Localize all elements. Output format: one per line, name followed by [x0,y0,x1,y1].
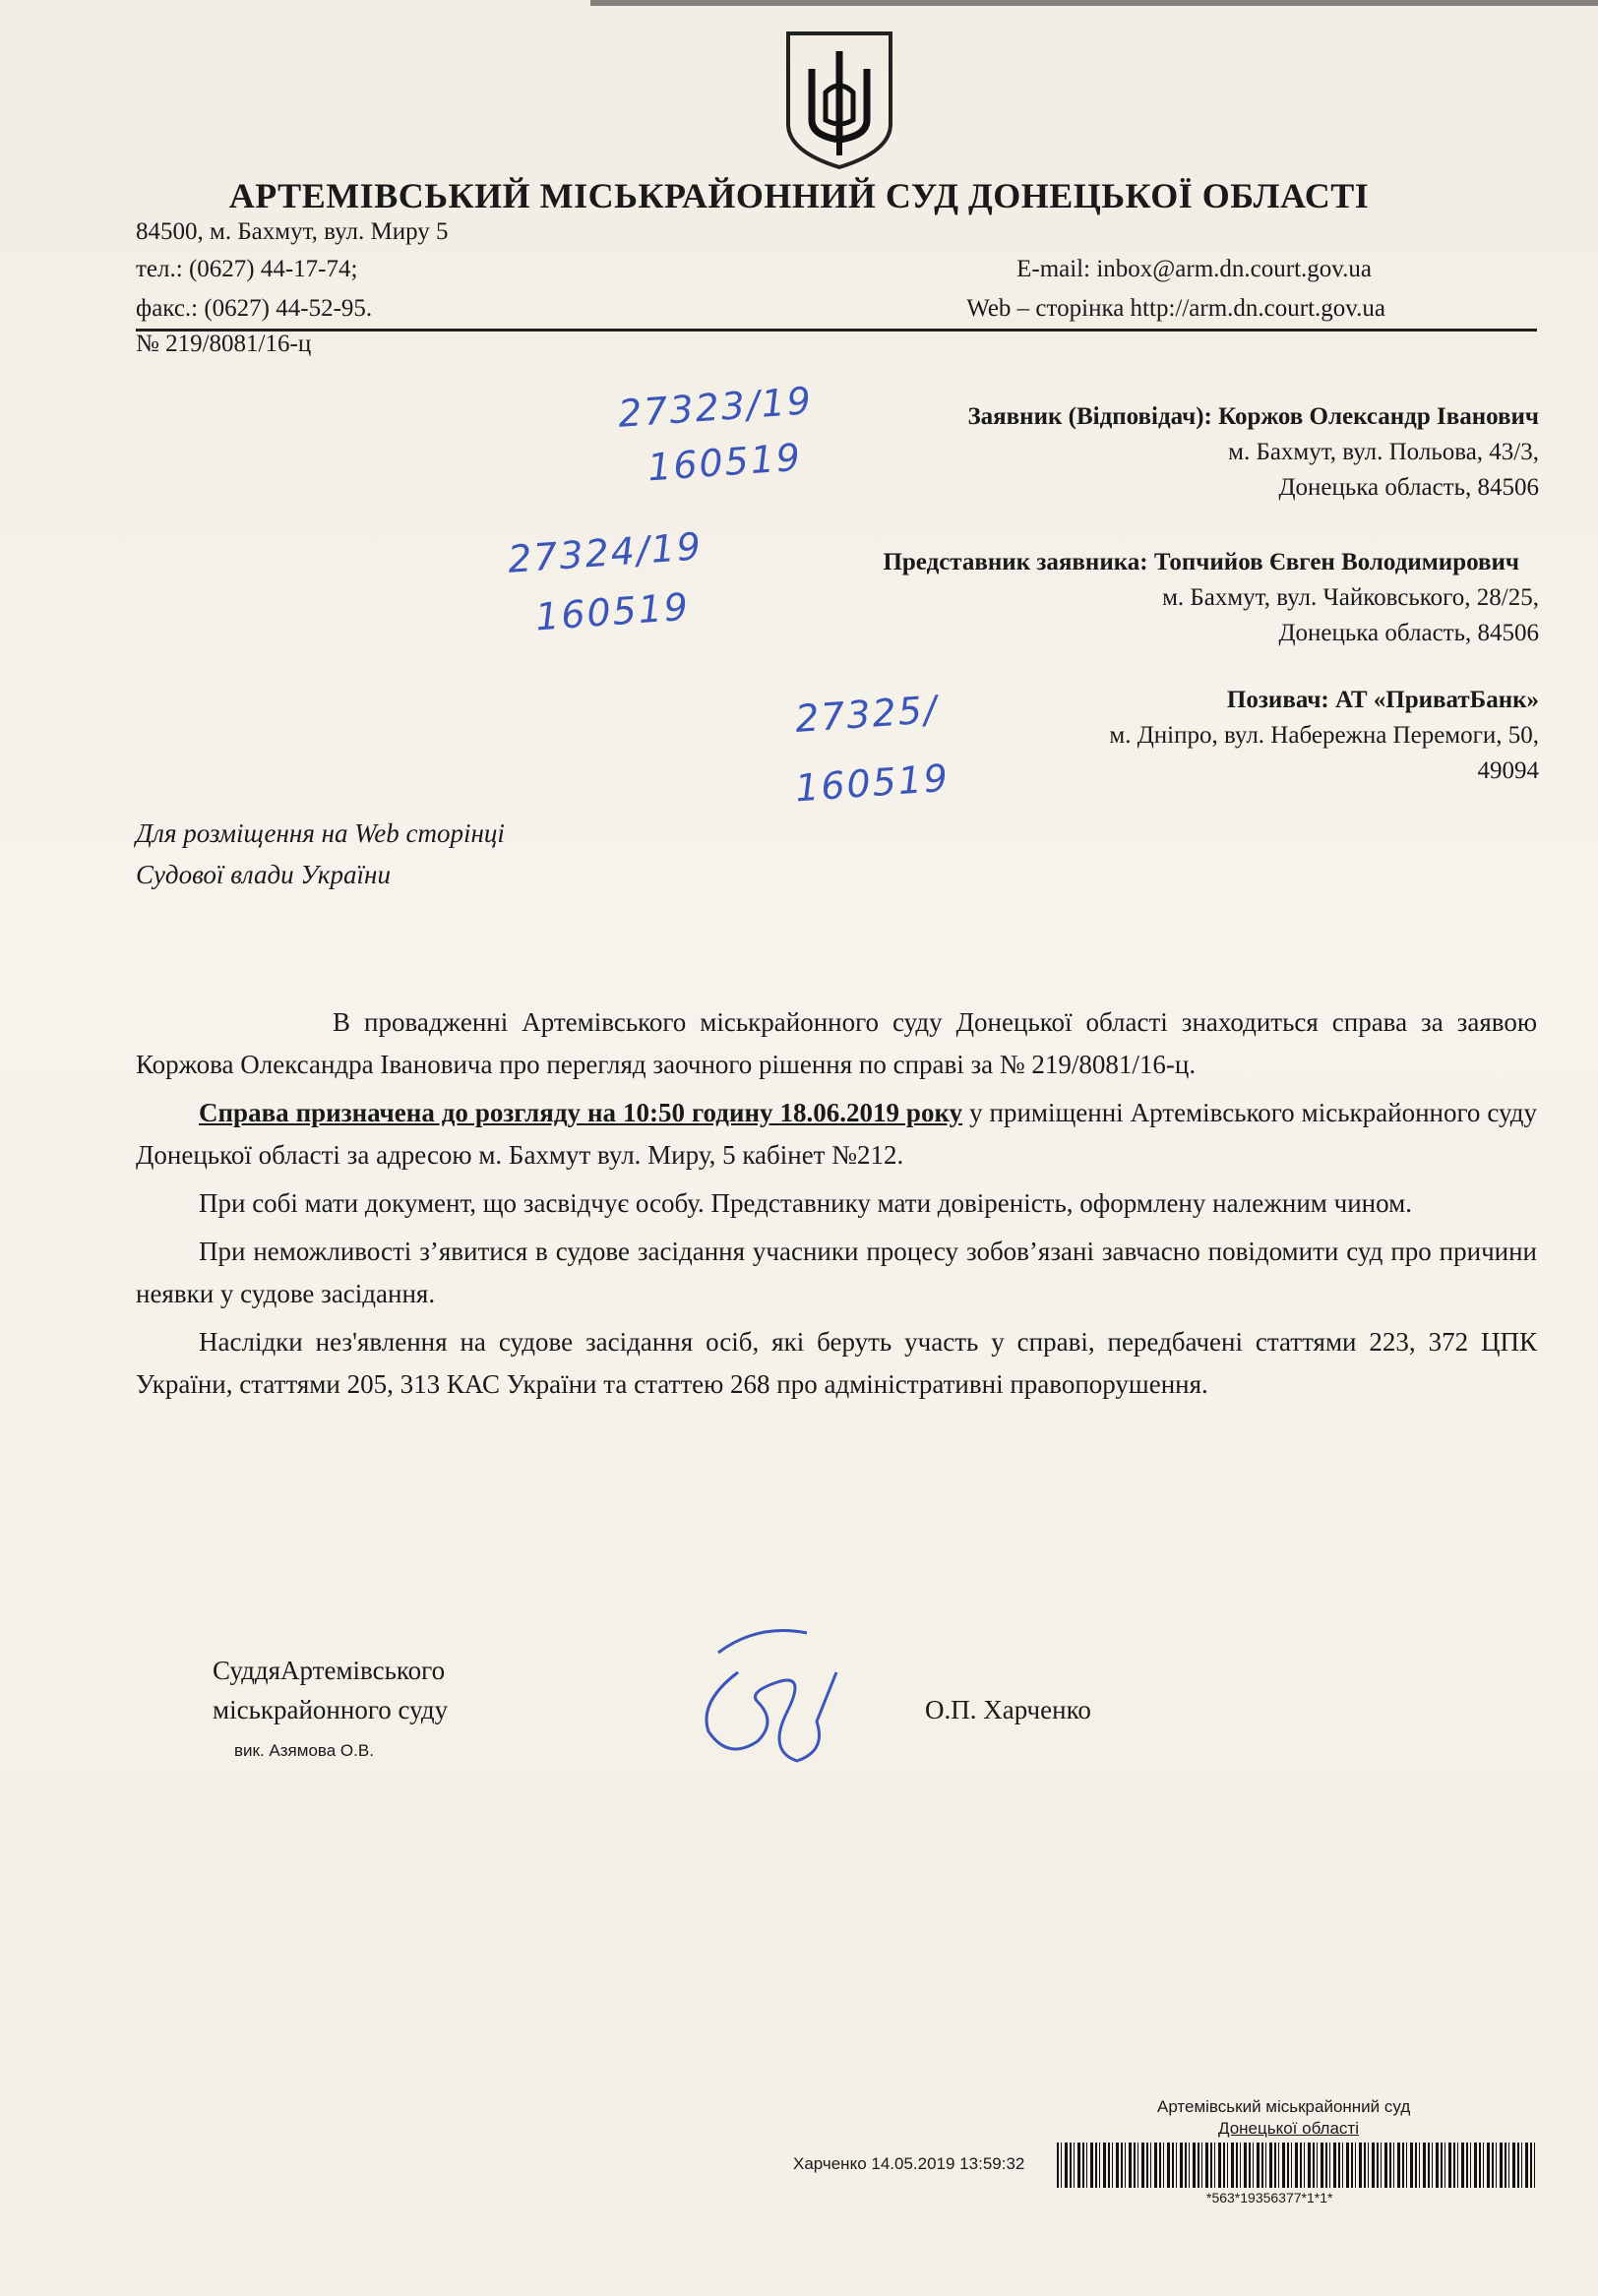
recipient-representative [883,545,1539,651]
body-paragraph: В провадженні Артемівського міськрайонного суду Донецької області знаходиться справа за заявою Коржова Олександра Івановича про перегляд заочного рішення по справі за № 219/8081/16-ц. [136,1007,1537,1079]
handwritten-registration: 27324/19 [506,524,705,581]
hearing-location: у приміщенні Артемівського міськрайонного суду Донецької області за адресою м. Бахмут вул. Миру, 5 кабінет №212. [136,1098,1537,1170]
body-paragraph [136,1092,1537,1177]
web-note-line: Судової влади України [136,860,391,889]
scan-edge [590,0,1598,6]
court-fax: факс.: (0627) 44-52-95. [136,295,373,322]
body-paragraph: При неможливості з’явитися в судове засідання учасники процесу зобов’язані завчасно повідомити суд про причини неявки у судове засідання. [136,1237,1537,1308]
court-title: АРТЕМІВСЬКИЙ МІСЬКРАЙОННИЙ СУД ДОНЕЦЬКОЇ ОБЛАСТІ [228,176,1370,215]
judge-name: О.П. Харченко [925,1695,1091,1724]
recipient-address-line: м. Бахмут, вул. Чайковського, 28/25, [1162,584,1539,611]
handwritten-registration: 27323/19 [616,379,815,436]
recipient-address-line: Донецька область, 84506 [1278,474,1539,501]
signature-title-line: СуддяАртемівського [213,1656,446,1685]
registry-user-time: Харченко 14.05.2019 13:59:32 [793,2154,1025,2173]
court-email: E-mail: inbox@arm.dn.court.gov.ua [1016,256,1372,282]
notice-body [136,1001,1537,1412]
recipient-plaintiff [1109,683,1539,789]
header-divider [136,329,1537,332]
recipient-address-line: м. Дніпро, вул. Набережна Перемоги, 50, [1109,722,1539,749]
barcode-text: *563*19356377*1*1* [1206,2190,1333,2205]
handwritten-date: 160519 [645,435,804,490]
recipient-address-line: 49094 [1477,757,1539,784]
signature-block [213,1651,448,1729]
body-paragraph: Наслідки нез'явлення на судове засідання осіб, які беруть участь у справі, передбачені статтями 223, 372 ЦПК України, статтями 205, 313 КАС України та статтею 268 про адміністративні правопорушення. [136,1327,1537,1399]
coat-of-arms-icon [782,30,896,171]
recipient-address-line: Донецька область, 84506 [1278,620,1539,646]
court-phone: тел.: (0627) 44-17-74; [136,256,358,282]
recipient-applicant [967,399,1539,506]
recipient-role: Позивач: АТ «ПриватБанк» [1226,687,1539,713]
web-note-line: Для розміщення на Web сторінці [136,818,505,848]
hearing-date-highlight: Справа призначена до розгляду на 10:50 годину 18.06.2019 року [199,1098,963,1127]
recipient-role: Заявник (Відповідач): Коржов Олександр Іванович [967,403,1539,430]
executor-note: вик. Азямова О.В. [234,1741,374,1760]
recipient-role: Представник заявника: Топчийов Євген Володимирович [883,549,1519,575]
recipient-address-line: м. Бахмут, вул. Польова, 43/3, [1228,439,1539,465]
handwritten-signature [679,1613,876,1771]
barcode-icon [1057,2143,1537,2188]
body-paragraph: При собі мати документ, що засвідчує особу. Представнику мати довіреність, оформлену належним чином. [199,1188,1412,1218]
registry-stamp-line: Артемівський міськрайонний суд [1157,2097,1411,2116]
handwritten-date: 160519 [533,584,692,639]
court-website: Web – сторінка http://arm.dn.court.gov.ua [966,295,1385,322]
web-placement-note [136,813,505,895]
registry-stamp-line: Донецької області [1218,2119,1359,2138]
handwritten-date: 160519 [793,755,952,811]
handwritten-registration: 27325/ [793,687,941,742]
court-address: 84500, м. Бахмут, вул. Миру 5 [136,218,449,245]
signature-title-line: міськрайонного суду [213,1695,449,1724]
case-number: № 219/8081/16-ц [136,331,312,357]
